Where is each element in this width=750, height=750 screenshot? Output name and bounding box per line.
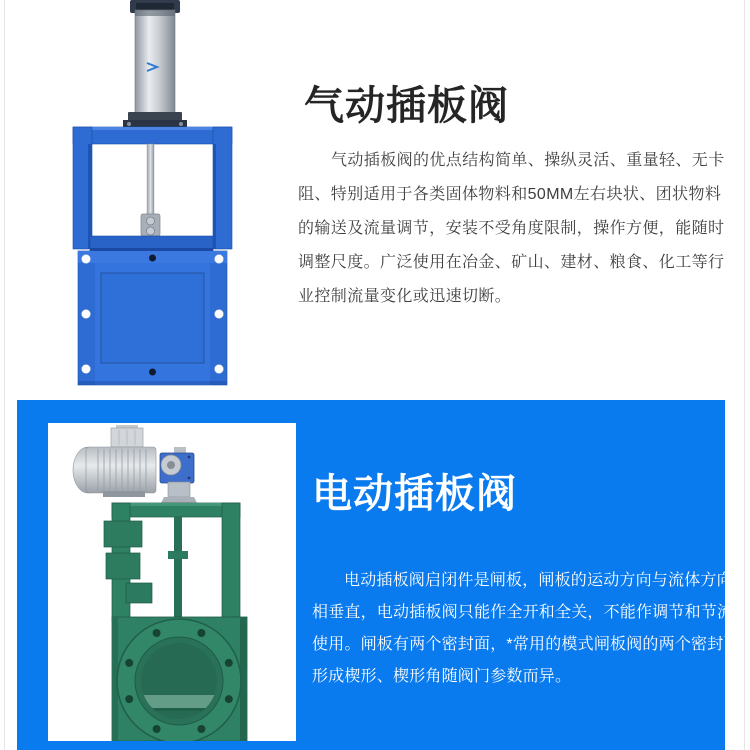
- paragraph-line: 电动插板阀启闭件是闸板，闸板的运动方向与流体方向: [344, 572, 733, 589]
- paragraph-line: 相垂直，电动插板阀只能作全开和全关，不能作调节和节流: [312, 604, 734, 621]
- pneumatic-gate-body: [78, 236, 227, 385]
- pneumatic-title: 气动插板阀: [304, 84, 509, 128]
- pneumatic-description: [298, 144, 725, 314]
- pneumatic-cylinder: [123, 0, 187, 128]
- pneumatic-slide-gate-valve-photo: [0, 0, 310, 390]
- paragraph-line: 使用。闸板有两个密封面，*常用的模式闸板阀的两个密封面: [312, 636, 740, 653]
- piston-rod: [141, 144, 160, 236]
- gearbox: [160, 447, 197, 503]
- paragraph-line: 业控制流量变化或迅速切断。: [298, 288, 512, 305]
- paragraph-line: 调整尺度。广泛使用在冶金、矿山、建材、粮食、化工等行: [298, 254, 725, 271]
- electric-title: 电动插板阀: [312, 472, 517, 516]
- electric-valve-photo-box: [48, 423, 296, 741]
- electric-motor: [73, 425, 156, 497]
- paragraph-line: 的输送及流量调节，安装不受角度限制，操作方便，能随时: [298, 220, 725, 237]
- paragraph-line: 气动插板阀的优点结构简单、操纵灵活、重量轻、无卡: [331, 152, 725, 169]
- paragraph-line: 阻、特别适用于各类固体物料和50MM左右块状、团状物料: [298, 186, 722, 203]
- paragraph-line: 形成楔形、楔形角随阀门参数而异。: [312, 668, 572, 685]
- page-right-border: [744, 0, 745, 750]
- electric-slide-gate-valve-photo: [48, 423, 296, 741]
- electric-description: [312, 565, 740, 693]
- electric-gate-body: [112, 617, 247, 741]
- electric-valve-frame: [104, 503, 240, 621]
